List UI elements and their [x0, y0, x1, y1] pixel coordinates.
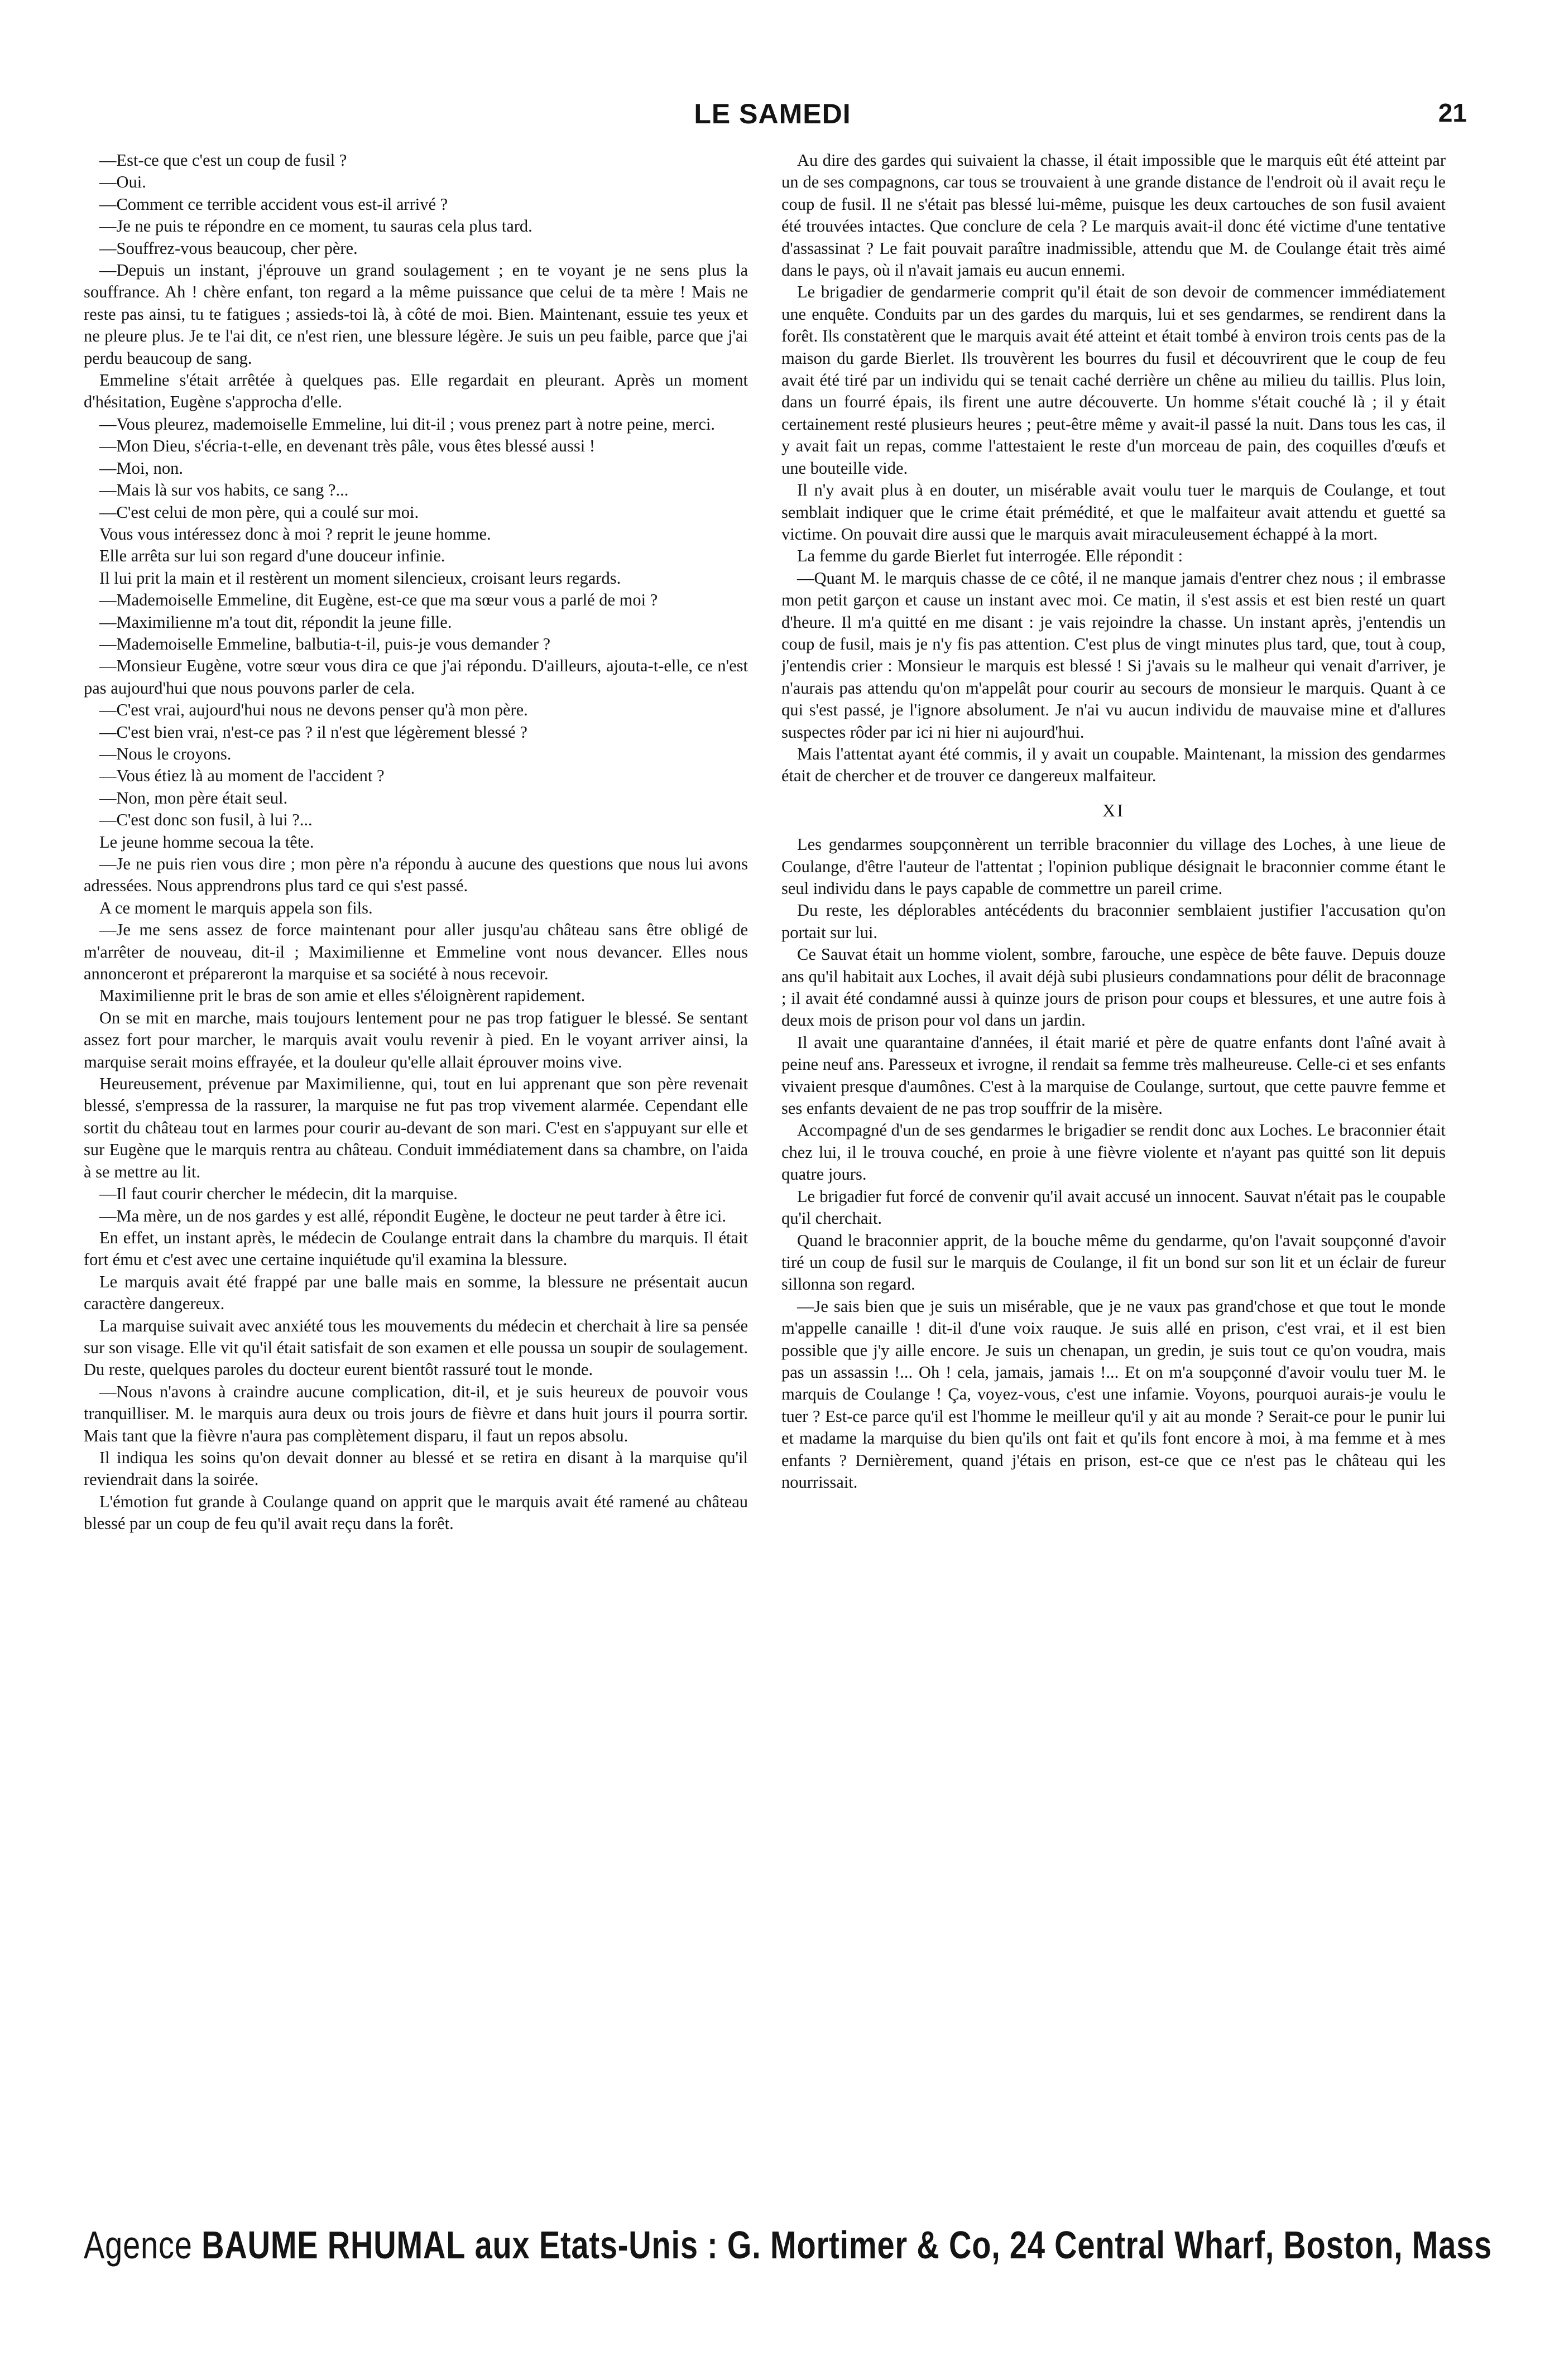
page-number: 21 — [1438, 98, 1467, 127]
footer-agency: Agence — [84, 2223, 193, 2267]
publication-title: LE SAMEDI — [694, 98, 851, 129]
paragraph: —Monsieur Eugène, votre sœur vous dira ce que j'ai répondu. D'ailleurs, ajouta-t-elle, ce n'est pas aujourd'hui que nous pouvons parler de cela. — [84, 656, 748, 698]
page-header — [73, 98, 1472, 131]
paragraph: Le brigadier fut forcé de convenir qu'il avait accusé un innocent. Sauvat n'était pas le coupable qu'il cherchait. — [781, 1186, 1446, 1228]
paragraph: Au dire des gardes qui suivaient la chasse, il était impossible que le marquis eût été atteint par un de ses compagnons, car tous se trouvaient à une grande distance de l'endroit où il avait reçu le coup de fusil. Il ne s'était pas blessé lui-même, puisque les deux cartouches de son fusil avaient été trouvées intactes. Que conclure de cela ? Le marquis avait-il donc été victime d'une tentative d'assassinat ? Le fait pouvait paraître inadmissible, attendu que M. de Coulange était très aimé dans le pays, où il n'avait jamais eu aucun ennemi. — [781, 151, 1446, 280]
paragraph: On se mit en marche, mais toujours lentement pour ne pas trop fatiguer le blessé. Se sentant assez fort pour marcher, le marquis avait voulu revenir à pied. En le voyant arriver ainsi, la marquise serait moins effrayée, et la douleur qu'elle allait éprouver moins vive. — [84, 1008, 748, 1071]
paragraph: —Comment ce terrible accident vous est-il arrivé ? — [99, 194, 448, 214]
paragraph: —Il faut courir chercher le médecin, dit la marquise. — [99, 1184, 458, 1204]
paragraph: —Je me sens assez de force maintenant pour aller jusqu'au château sans être obligé de m'arrêter de nouveau, dit-il ; Maximilienne et Emmeline vont nous devancer. Elles nous annonceront et prépareront la marquise et sa société à nous recevoir. — [84, 920, 748, 984]
paragraph: Maximilienne prit le bras de son amie et elles s'éloignèrent rapidement. — [99, 986, 586, 1006]
paragraph: Les gendarmes soupçonnèrent un terrible braconnier du village des Loches, à une lieue de Coulange, d'être l'auteur de l'attentat ; l'opinion publique désignait le braconnier comme étant le seul individu dans le pays capable de commettre un pareil crime. — [781, 835, 1446, 898]
paragraph: Le brigadier de gendarmerie comprit qu'il était de son devoir de commencer immédiatement une enquête. Conduits par un des gardes du marquis, lui et ses gendarmes, se rendirent dans la forêt. Ils constatèrent que le marquis avait été atteint et était tombé à environ trois cents pas de la maison du garde Bierlet. Ils trouvèrent les bourres du fusil et découvrirent que le coup de feu avait été tiré par un individu qui se tenait caché derrière un chêne au milieu du taillis. Plus loin, dans un fourré épais, ils firent une autre découverte. Un homme s'était couché là ; il y était certainement resté plusieurs heures ; peut-être même y avait-il passé la nuit. Dans tous les cas, il y avait fait un repas, comme l'attestaient le reste d'un morceau de pain, des coquilles d'œufs et une bouteille vide. — [781, 282, 1446, 478]
paragraph: —Mademoiselle Emmeline, dit Eugène, est-ce que ma sœur vous a parlé de moi ? — [99, 590, 658, 610]
paragraph: Vous vous intéressez donc à moi ? reprit le jeune homme. — [99, 524, 491, 544]
paragraph: —C'est donc son fusil, à lui ?... — [99, 810, 313, 830]
paragraph: Il n'y avait plus à en douter, un misérable avait voulu tuer le marquis de Coulange, et tout semblait indiquer que le crime était prémédité, et que le malfaiteur avait attendu et guetté sa victime. On pouvait dire aussi que le marquis avait miraculeusement échappé à la mort. — [781, 480, 1446, 544]
paragraph: La marquise suivait avec anxiété tous les mouvements du médecin et cherchait à lire sa pensée sur son visage. Elle vit qu'il était satisfait de son examen et elle poussa un soupir de soulagement. Du reste, quelques paroles du docteur eurent bientôt rassuré tout le monde. — [84, 1316, 748, 1379]
paragraph: Ce Sauvat était un homme violent, sombre, farouche, une espèce de bête fauve. Depuis douze ans qu'il habitait aux Loches, il avait déjà subi plusieurs condamnations pour délit de braconnage ; il avait été condamné aussi à quinze jours de prison pour coups et blessures, et une autre fois à deux mois de prison pour vol dans un jardin. — [781, 945, 1446, 1030]
paragraph: La femme du garde Bierlet fut interrogée. Elle répondit : — [797, 546, 1183, 566]
footer-brand: BAUME RHUMAL — [201, 2223, 466, 2267]
paragraph: —Vous étiez là au moment de l'accident ? — [99, 766, 385, 786]
paragraph: —C'est bien vrai, n'est-ce pas ? il n'est que légèrement blessé ? — [99, 722, 527, 742]
paragraph: —Quant M. le marquis chasse de ce côté, il ne manque jamais d'entrer chez nous ; il embrasse mon petit garçon et cause un instant avec moi. Ce matin, il s'est assis et est bien resté un quart d'heure. Il m'a quitté en me disant : je vais rejoindre la chasse. Un instant après, j'entendis un coup de fusil, mais je n'y fis pas attention. C'est plus de vingt minutes plus tard, que, tout à coup, j'entendis crier : Monsieur le marquis est blessé ! Si j'avais su le malheur qui venait d'arriver, je n'aurais pas attendu qu'on m'appelât pour courir au secours de monsieur le marquis. Quant à ce qui s'est passé, je l'ignore absolument. Je n'ai vu aucun individu de mauvaise mine et d'allures suspectes rôder par ici ni hier ni aujourd'hui. — [781, 568, 1446, 742]
paragraph: —Maximilienne m'a tout dit, répondit la jeune fille. — [99, 612, 452, 632]
paragraph: Le jeune homme secoua la tête. — [99, 832, 314, 852]
paragraph: —Souffrez-vous beaucoup, cher père. — [99, 238, 358, 258]
paragraph: —C'est celui de mon père, qui a coulé sur moi. — [99, 502, 419, 522]
left-column — [84, 150, 748, 2170]
paragraph: Emmeline s'était arrêtée à quelques pas. Elle regardait en pleurant. Après un moment d'hésitation, Eugène s'approcha d'elle. — [84, 371, 748, 412]
paragraph: Il avait une quarantaine d'années, il était marié et père de quatre enfants dont l'aîné avait à peine neuf ans. Paresseux et ivrogne, il rendait sa femme très malheureuse. Celle-ci et ses enfants vivaient presque d'aumônes. C'est à la marquise de Coulange, surtout, que cette pauvre femme et ses enfants devaient de ne pas trop souffrir de la misère. — [781, 1032, 1446, 1118]
paragraph: —Non, mon père était seul. — [99, 788, 288, 807]
paragraph: —Oui. — [99, 172, 146, 192]
paragraph: —Nous n'avons à craindre aucune complication, dit-il, et je suis heureux de pouvoir vous tranquilliser. M. le marquis aura deux ou trois jours de fièvre et dans huit jours il pourra sortir. Mais tant que la fièvre n'aura pas complètement disparu, il faut un repos absolu. — [84, 1382, 748, 1445]
paragraph: —Moi, non. — [99, 458, 183, 478]
advertisement-footer — [84, 2214, 1493, 2276]
paragraph: —Mademoiselle Emmeline, balbutia-t-il, puis-je vous demander ? — [99, 634, 551, 653]
paragraph: Le marquis avait été frappé par une balle mais en somme, la blessure ne présentait aucun caractère dangereux. — [84, 1272, 748, 1314]
paragraph: A ce moment le marquis appela son fils. — [99, 898, 373, 917]
paragraph: En effet, un instant après, le médecin de Coulange entrait dans la chambre du marquis. Il était fort ému et c'est avec une certaine inquiétude qu'il examina la blessure. — [84, 1228, 748, 1270]
paragraph: —Depuis un instant, j'éprouve un grand soulagement ; en te voyant je ne sens plus la souffrance. Ah ! chère enfant, ton regard a la même puissance que celui de ta mère ! Mais ne reste pas ainsi, tu te fatigues ; assieds-toi là, à côté de moi. Bien. Maintenant, essuie tes yeux et ne pleure plus. Je te l'ai dit, ce n'est rien, une blessure légère. Je suis un peu faible, parce que j'ai perdu beaucoup de sang. — [84, 261, 748, 368]
paragraph: Accompagné d'un de ses gendarmes le brigadier se rendit donc aux Loches. Le braconnier était chez lui, il le trouva couché, en proie à une fièvre violente et n'ayant pas quitté son lit depuis quatre jours. — [781, 1121, 1446, 1184]
paragraph: Heureusement, prévenue par Maximilienne, qui, tout en lui apprenant que son père revenait blessé, s'empressa de la rassurer, la marquise ne fut pas trop vivement alarmée. Cependant elle sortit du château tout en larmes pour courir au-devant de son mari. C'est en s'appuyant sur elle et sur Eugène que le marquis rentra au château. Conduit immédiatement dans sa chambre, on l'aida à se mettre au lit. — [84, 1074, 748, 1181]
paragraph: —Je ne puis te répondre en ce moment, tu sauras cela plus tard. — [99, 217, 532, 236]
paragraph: Il indiqua les soins qu'on devait donner au blessé et se retira en disant à la marquise qu'il reviendrait dans la soirée. — [84, 1448, 748, 1489]
chapter-heading: XI — [1102, 800, 1125, 820]
paragraph: —Ma mère, un de nos gardes y est allé, répondit Eugène, le docteur ne peut tarder à être ici. — [99, 1206, 726, 1225]
paragraph: Mais l'attentat ayant été commis, il y avait un coupable. Maintenant, la mission des gendarmes était de chercher et de trouver ce dangereux malfaiteur. — [781, 744, 1446, 786]
paragraph: L'émotion fut grande à Coulange quand on apprit que le marquis avait été ramené au château blessé par un coup de feu qu'il avait reçu dans la forêt. — [84, 1492, 748, 1533]
paragraph: —Vous pleurez, mademoiselle Emmeline, lui dit-il ; vous prenez part à notre peine, merci. — [99, 414, 716, 434]
paragraph: —Je ne puis rien vous dire ; mon père n'a répondu à aucune des questions que nous lui avons adressées. Nous apprendrons plus tard ce qui s'est passé. — [84, 854, 748, 896]
paragraph: Quand le braconnier apprit, de la bouche même du gendarme, qu'on l'avait soupçonné d'avoir tiré un coup de fusil sur le marquis de Coulange, il fit un bond sur son lit et un éclair de fureur sillonna son regard. — [781, 1230, 1446, 1294]
footer-address: aux Etats-Unis : G. Mortimer & Co, 24 Central Wharf, Boston, Mass — [474, 2223, 1493, 2267]
paragraph: —Mais là sur vos habits, ce sang ?... — [99, 480, 349, 500]
paragraph: —Nous le croyons. — [99, 744, 232, 763]
paragraph: Du reste, les déplorables antécédents du braconnier semblaient justifier l'accusation qu'on portait sur lui. — [781, 901, 1446, 942]
paragraph: Elle arrêta sur lui son regard d'une douceur infinie. — [99, 546, 445, 566]
paragraph: —Je sais bien que je suis un misérable, que je ne vaux pas grand'chose et que tout le monde m'appelle canaille ! dit-il d'une voix rauque. Je suis allé en prison, c'est vrai, et il est bien possible que j'y aille encore. Je suis un chenapan, un gredin, je suis tout ce qu'on voudra, mais pas un assassin !... Oh ! cela, jamais, jamais !... Et on m'a soupçonné d'avoir voulu tuer M. le marquis de Coulange ! Ça, voyez-vous, c'est une infamie. Voyons, pourquoi aurais-je voulu le tuer ? Est-ce parce qu'il est l'homme le meilleur qu'il y ait au monde ? Serait-ce pour le punir lui et madame la marquise du bien qu'ils ont fait et qu'ils font encore à moi, à ma femme et à mes enfants ? Dernièrement, quand j'étais en prison, est-ce que ce n'est pas le château qui les nourrissait. — [781, 1296, 1446, 1492]
paragraph: —C'est vrai, aujourd'hui nous ne devons penser qu'à mon père. — [99, 700, 528, 720]
paragraph: Il lui prit la main et il restèrent un moment silencieux, croisant leurs regards. — [99, 568, 621, 588]
right-column — [781, 150, 1446, 2170]
paragraph: —Mon Dieu, s'écria-t-elle, en devenant très pâle, vous êtes blessé aussi ! — [99, 436, 596, 456]
paragraph: —Est-ce que c'est un coup de fusil ? — [99, 151, 347, 170]
